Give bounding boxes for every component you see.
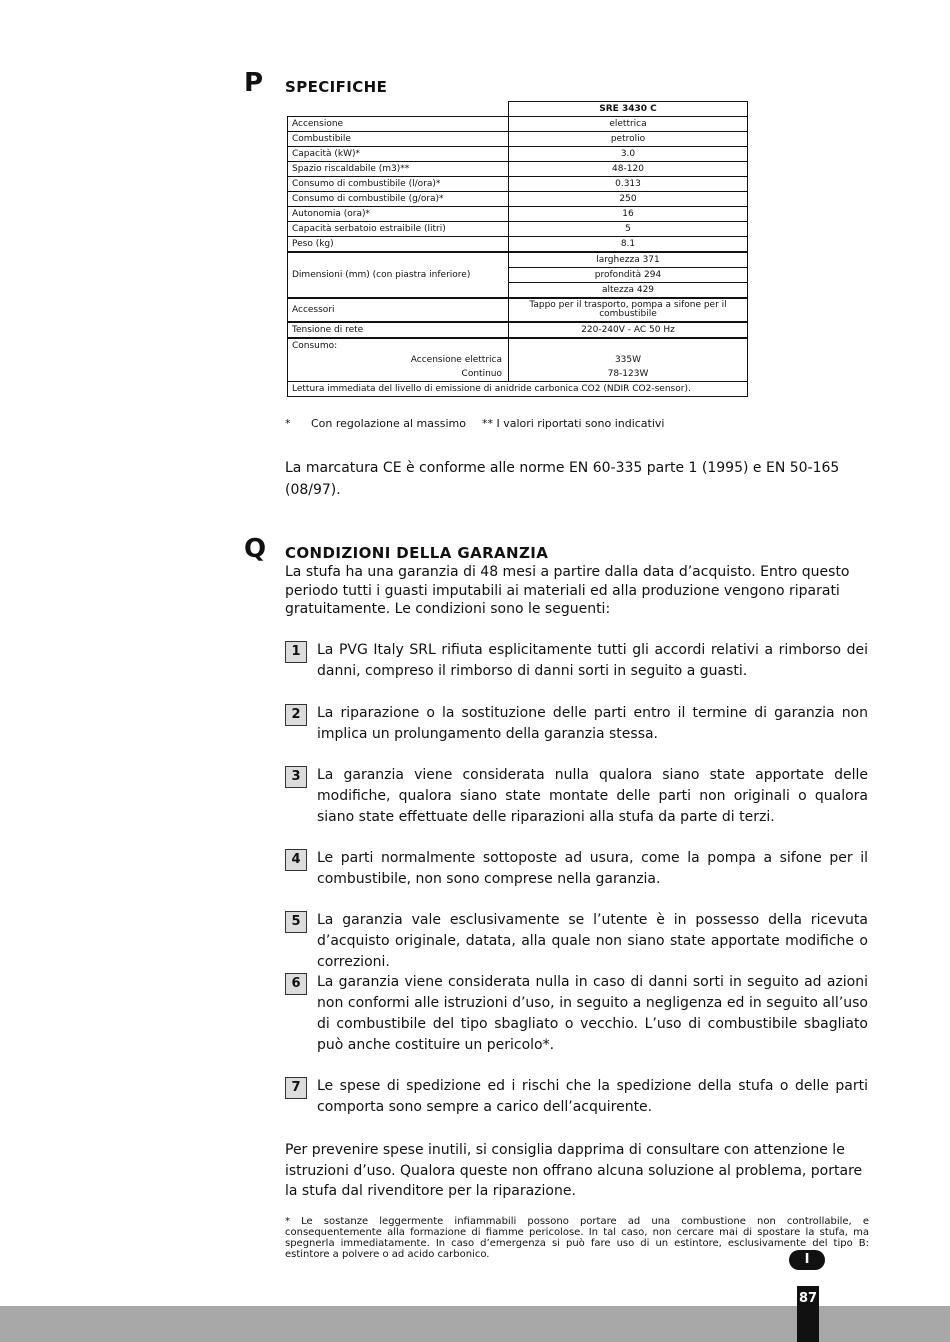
item-text: La garanzia viene considerata nulla qualora siano state apportate delle modifiche, qualora siano state montate delle parti non originali o qualora siano state effettuate delle riparazioni alla stufa da parte di terzi. — [317, 767, 868, 825]
table-row: Combustibile petrolio — [288, 132, 748, 147]
item-number: 7 — [285, 1077, 307, 1099]
item-text: Le parti normalmente sottoposte ad usura, come la pompa a sifone per il combustibile, non sono comprese nella garanzia. — [317, 850, 868, 887]
section-letter-q: Q — [244, 534, 267, 564]
item-number: 4 — [285, 849, 307, 871]
specs-heading: SPECIFICHE — [285, 78, 388, 96]
table-header-row — [288, 102, 748, 117]
warranty-heading: CONDIZIONI DELLA GARANZIA — [285, 544, 549, 562]
accessories-row: Accessori Tappo per il trasporto, pompa a sifone per il combustibile — [288, 298, 748, 322]
specs-footnote: * Con regolazione al massimo ** I valori riportati sono indicativi — [285, 417, 665, 430]
co2-note-row: Lettura immediata del livello di emissione di anidride carbonica CO2 (NDIR CO2-sensor). — [288, 382, 748, 397]
table-row: Capacità serbatoio estraibile (litri) 5 — [288, 222, 748, 237]
item-text: La riparazione o la sostituzione delle parti entro il termine di garanzia non implica un prolungamento della garanzia stessa. — [317, 705, 868, 742]
hazard-footnote: * Le sostanze leggermente infiammabili possono portare ad una combustione non controllabile, e consequentemente alla formazione di fiamme pericolose. In tal caso, non cercare mai di spostare la stufa, ma spegnerla immediatamente. In caso d’emergenza si può fare uso di un estintore, esclusivamente del tipo B: estintore a polvere o ad acido carbonico. — [285, 1216, 869, 1260]
dimensions-row: profondità 294 — [288, 268, 748, 283]
table-row: Accensione elettrica — [288, 117, 748, 132]
ce-marking-text: La marcatura CE è conforme alle norme EN 60-335 parte 1 (1995) e EN 50-165 (08/97). — [285, 460, 840, 498]
table-row: Consumo di combustibile (l/ora)* 0.313 — [288, 177, 748, 192]
language-badge: I — [789, 1250, 825, 1270]
section-letter-p: P — [244, 68, 264, 98]
consumption-row: Accensione elettrica 335W — [288, 353, 748, 367]
table-row: Consumo di combustibile (g/ora)* 250 — [288, 192, 748, 207]
item-text: La garanzia viene considerata nulla in caso di danni sorti in seguito ad azioni non conformi alle istruzioni d’uso, in seguito a negligenza ed in seguito all’uso di combustibile del tipo sbagliato o vecchio. L’uso di combustibile sbagliato può anche costituire un pericolo*. — [317, 974, 868, 1053]
page-number: 87 — [797, 1286, 819, 1342]
warranty-intro: La stufa ha una garanzia di 48 mesi a partire dalla data d’acquisto. Entro questo periodo tutti i guasti imputabili ai materiali ed alla produzione vengono riparati gratuitamente. Le condizioni sono le seguenti: — [285, 564, 850, 617]
consumption-row: Consumo: — [288, 338, 748, 353]
item-number: 1 — [285, 641, 307, 663]
item-number: 2 — [285, 704, 307, 726]
dimensions-row: altezza 429 — [288, 283, 748, 299]
specs-table — [287, 101, 748, 397]
item-number: 3 — [285, 766, 307, 788]
dimensions-label: Dimensioni (mm) (con piastra inferiore) — [288, 252, 509, 298]
voltage-row: Tensione di rete 220-240V - AC 50 Hz — [288, 322, 748, 338]
table-row: Capacità (kW)* 3.0 — [288, 147, 748, 162]
consumption-row: Continuo 78-123W — [288, 367, 748, 382]
item-text: La garanzia vale esclusivamente se l’utente è in possesso della ricevuta d’acquisto originale, datata, alla quale non siano state apportate modifiche o correzioni. — [317, 912, 868, 970]
item-text: Le spese di spedizione ed i rischi che la spedizione della stufa o delle parti comporta sono sempre a carico dell’acquirente. — [317, 1078, 868, 1115]
table-row: Spazio riscaldabile (m3)** 48-120 — [288, 162, 748, 177]
dimensions-row: Dimensioni (mm) (con piastra inferiore) larghezza 371 — [288, 252, 748, 268]
item-number: 6 — [285, 973, 307, 995]
table-row: Peso (kg) 8.1 — [288, 237, 748, 253]
table-row: Autonomia (ora)* 16 — [288, 207, 748, 222]
closing-text: Per prevenire spese inutili, si consiglia dapprima di consultare con attenzione le istruzioni d’uso. Qualora queste non offrano alcuna soluzione al problema, portare la stufa dal rivenditore per la riparazione. — [285, 1142, 863, 1199]
item-number: 5 — [285, 911, 307, 933]
item-text: La PVG Italy SRL rifiuta esplicitamente tutti gli accordi relativi a rimborso dei danni, compreso il rimborso di danni sorti in seguito a guasti. — [317, 642, 868, 679]
model-name: SRE 3430 C — [509, 102, 748, 117]
